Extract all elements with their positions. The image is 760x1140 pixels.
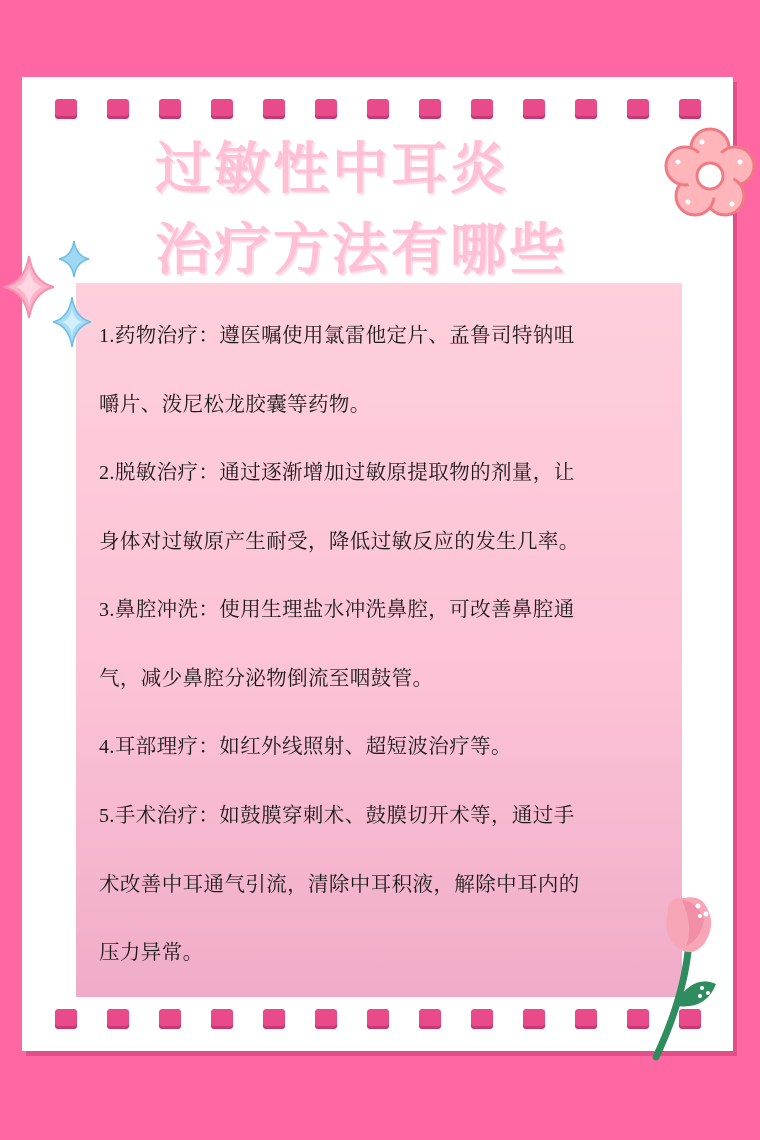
perforation-hole [315, 99, 337, 119]
perforation-hole [419, 99, 441, 119]
perforation-hole [367, 1009, 389, 1029]
tulip-icon [646, 892, 724, 1062]
perforation-hole [315, 1009, 337, 1029]
perforation-hole [211, 1009, 233, 1029]
item-text: 鼻腔冲洗：使用生理盐水冲洗鼻腔，可改善鼻腔通 [114, 597, 575, 621]
perforation-hole [523, 1009, 545, 1029]
list-item [99, 575, 669, 644]
list-item [99, 301, 669, 370]
item-number: 5. [99, 805, 115, 827]
perforation-hole [159, 1009, 181, 1029]
item-text: 药物治疗：遵医嘱使用氯雷他定片、孟鲁司特钠咀 [114, 323, 575, 347]
bottom-perforation-row [22, 1009, 733, 1031]
sparkle-blue-large-icon [52, 296, 92, 348]
list-item [99, 712, 669, 781]
item-number: 2. [99, 462, 115, 484]
top-perforation-row [22, 99, 733, 121]
list-item-continued: 气，减少鼻腔分泌物倒流至咽鼓管。 [99, 666, 434, 690]
list-item-continued: 术改善中耳通气引流，清除中耳积液，解除中耳内的 [99, 872, 580, 896]
perforation-hole [679, 99, 701, 119]
item-text: 手术治疗：如鼓膜穿刺术、鼓膜切开术等，通过手 [114, 803, 575, 827]
perforation-hole [367, 99, 389, 119]
perforation-hole [263, 99, 285, 119]
item-number: 1. [99, 325, 115, 347]
perforation-hole [627, 99, 649, 119]
perforation-hole [471, 99, 493, 119]
list-item-continued: 压力异常。 [99, 940, 204, 964]
item-text: 脱敏治疗：通过逐渐增加过敏原提取物的剂量，让 [114, 460, 575, 484]
page-title-line-2: 治疗方法有哪些 [155, 218, 568, 283]
content-panel [76, 283, 682, 997]
list-item-continued: 身体对过敏原产生耐受，降低过敏反应的发生几率。 [99, 529, 580, 553]
list-item [99, 438, 669, 507]
item-number: 3. [99, 599, 115, 621]
item-text: 耳部理疗：如红外线照射、超短波治疗等。 [114, 734, 512, 758]
perforation-hole [263, 1009, 285, 1029]
perforation-hole [211, 99, 233, 119]
sparkle-blue-small-icon [58, 240, 90, 278]
perforation-hole [575, 99, 597, 119]
perforation-hole [107, 1009, 129, 1029]
flower-icon [662, 126, 758, 222]
list-item-continued: 嚼片、泼尼松龙胶囊等药物。 [99, 392, 371, 416]
perforation-hole [107, 99, 129, 119]
perforation-hole [159, 99, 181, 119]
perforation-hole [471, 1009, 493, 1029]
perforation-hole [55, 99, 77, 119]
item-number: 4. [99, 736, 115, 758]
perforation-hole [419, 1009, 441, 1029]
note-card [22, 77, 733, 1051]
list-item [99, 781, 669, 850]
page-title-line-1: 过敏性中耳炎 [155, 137, 509, 202]
perforation-hole [55, 1009, 77, 1029]
perforation-hole [575, 1009, 597, 1029]
perforation-hole [523, 99, 545, 119]
treatment-list [99, 301, 669, 986]
sparkle-pink-icon [2, 254, 56, 320]
